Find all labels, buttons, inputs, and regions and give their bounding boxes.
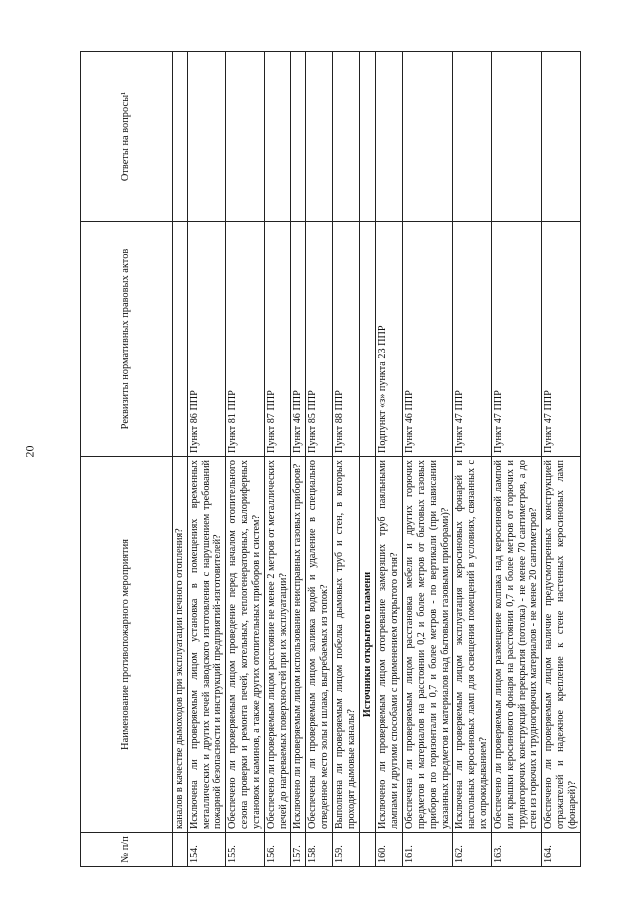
row-answer [291, 52, 306, 222]
table-row [173, 52, 188, 867]
table-row [332, 52, 359, 867]
row-measure: Обеспечено ли проверяемым лицом размещение колпака над керосиновой лампой или крышки керосинового фонаря на расстоянии 0,7 и более метров от горючих и трудногорючих конструкций перекрытия (потолка) - не менее 70 сантиметров, а до стен из горючих и трудногорючих материалов - не менее 20 сантиметров? [491, 457, 541, 833]
row-measure: Обеспечено ли проверяемым лицом проведение перед началом отопительного сезона проверки и ремонта печей, котельных, теплогенераторных, калориферных установок и каминов, а также других отопительных приборов и систем? [226, 457, 264, 833]
table-row [187, 52, 225, 867]
row-number: 163. [491, 833, 541, 867]
row-number: 154. [187, 833, 225, 867]
row-number: 160. [376, 833, 403, 867]
row-number: 164. [542, 833, 580, 867]
row-answer [187, 52, 225, 222]
row-number: 158. [306, 833, 333, 867]
row-measure: Обеспечены ли проверяемым лицом заливка водой и удаление в специально отведенное место золы и шлака, выгребаемых из топок? [306, 457, 333, 833]
page-number: 20 [22, 445, 37, 458]
row-measure: Обеспечена ли проверяемым лицом расстановка мебели и других горючих предметов и материалов на расстоянии 0,2 и более метров от бытовых газовых приборов по горизонтали и 0,7 и более метров - по вертикали (при нависании указанных предметов и материалов над бытовыми газовыми приборами)? [403, 457, 453, 833]
row-measure: Исключена ли проверяемым лицом эксплуатация керосиновых фонарей и настольных керосиновых ламп для освещения помещений в условиях, связанных с их опрокидыванием? [453, 457, 491, 833]
continuation-text: каналов в качестве дымоходов при эксплуатации печного отопления? [173, 457, 188, 833]
section-title: Источники открытого пламени [359, 457, 376, 833]
table-row [491, 52, 541, 867]
row-requisites: Пункт 88 ППР [332, 222, 359, 457]
row-number: 159. [332, 833, 359, 867]
table-row [306, 52, 333, 867]
row-measure: Выполнена ли проверяемым лицом побелка дымовых труб и стен, в которых проходят дымовые каналы? [332, 457, 359, 833]
row-answer [306, 52, 333, 222]
row-answer [264, 52, 291, 222]
section-row [359, 52, 376, 867]
row-requisites: Пункт 46 ППР [291, 222, 306, 457]
row-number: 157. [291, 833, 306, 867]
row-answer [542, 52, 580, 222]
row-number: 162. [453, 833, 491, 867]
row-answer [226, 52, 264, 222]
row-measure: Исключено ли проверяемым лицом использование неисправных газовых приборов? [291, 457, 306, 833]
row-requisites: Пункт 87 ППР [264, 222, 291, 457]
header-answers: Ответы на вопросы¹ [81, 52, 173, 222]
table-row [453, 52, 491, 867]
table-container [80, 52, 578, 867]
table-row [291, 52, 306, 867]
row-requisites: Пункт 47 ППР [453, 222, 491, 457]
row-requisites: Пункт 81 ППР [226, 222, 264, 457]
header-requisites: Реквизиты нормативных правовых актов [81, 222, 173, 457]
row-answer [376, 52, 403, 222]
row-answer [491, 52, 541, 222]
row-answer [453, 52, 491, 222]
table-row [376, 52, 403, 867]
row-number: 156. [264, 833, 291, 867]
table-row [226, 52, 264, 867]
row-requisites: Пункт 86 ППР [187, 222, 225, 457]
table-row [264, 52, 291, 867]
row-requisites: Пункт 85 ППР [306, 222, 333, 457]
inspection-table [80, 51, 581, 867]
row-measure: Обеспечено ли проверяемым лицом наличие предусмотренных конструкцией отражателей и надежное крепление к стене настенных керосиновых ламп (фонарей)? [542, 457, 580, 833]
row-measure: Исключена ли проверяемым лицом установка в помещениях временных металлических и других печей заводского изготовления с нарушением требований пожарной безопасности и инструкций предприятий-изготовителей? [187, 457, 225, 833]
header-name: Наименование противопожарного мероприятия [81, 457, 173, 833]
row-requisites: Пункт 47 ППР [542, 222, 580, 457]
row-number: 155. [226, 833, 264, 867]
table-row [403, 52, 453, 867]
row-answer [403, 52, 453, 222]
row-requisites: Пункт 46 ППР [403, 222, 453, 457]
row-measure: Обеспечено ли проверяемым лицом расстояние не менее 2 метров от металлических печей до нагреваемых поверхностей при их эксплуатации? [264, 457, 291, 833]
row-requisites: Подпункт «з» пункта 23 ППР [376, 222, 403, 457]
header-num: № п/п [81, 833, 173, 867]
row-measure: Исключено ли проверяемым лицом отогревание замерзших труб паяльными лампами и другими способами с применением открытого огня? [376, 457, 403, 833]
row-number: 161. [403, 833, 453, 867]
row-requisites: Пункт 47 ППР [491, 222, 541, 457]
table-row [542, 52, 580, 867]
row-answer [332, 52, 359, 222]
